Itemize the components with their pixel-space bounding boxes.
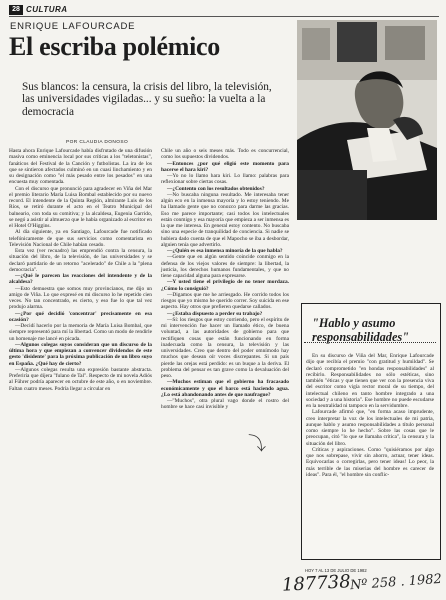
paragraph: Chile un año o seis meses más. Todo es concurrencial, como los supuestos dividendos. [161,148,289,161]
question: —¿Estaba dispuesto a perder su trabajo? [167,310,263,317]
paragraph: —Digamos que me he arriesgado. He corrido todos los riesgos que yo mismo he querido correr. Soy suicida en ese aspecto. Hay otros que prefieren quedarse callados. [161,291,289,311]
paragraph: —Esto demuestra que somos muy provincianos, me dijo un amigo de Viña. Lo que expresé en mi discurso lo he repetido cien veces. No tan concentrado, es cierto, y eso fue lo que tal vez produjo alarma. [9,285,152,311]
paragraph: En su discurso de Viña del Mar, Enrique Lafourcade dijo que recibía el premio "con gratitud y humildad". Se declaró comprometido "en hondas responsabilidades" al recibirlo. Responsabilidades no sólo estéticas, sino también "éticas y que tienen que ver con la presencia viva del escritor como vigía rector moral de su tiempo, del intelectual chileno en tanto hombre integrado a una sociedad y a una historia". Ese hombre no puede escudarse en la neutralidad ni tampoco en la servidumbre. [306,353,434,409]
question: —¿Por qué decidió 'concentrar' precisamente en esa ocasión? [9,310,152,323]
article-author-kicker: ENRIQUE LAFOURCADE [10,21,136,32]
article-title: El escriba polémico [9,32,220,61]
sidebar-heading: "Hablo y asumo responsabilidades" [312,316,410,344]
archive-stamp: Nº 258 . 1982 [349,571,443,594]
column-2 [161,148,289,411]
sidebar-divider [304,342,436,345]
question: —¿Contento con los resultados obtenidos? [167,185,265,192]
column-1 [9,148,152,392]
paragraph: —"Muchos", otra plural vago donde el rostro del hombre se hace casi invisible y [161,398,289,411]
question: —Y usted tiene el privilegio de no tener mordaza. ¿Cómo lo consiguió? [161,279,289,292]
paragraph: —Decidí hacerlo por la memoria de María Luisa Bombal, que siempre representó para mí la libertad. Como un modo de rendirle un homenaje me lancé en picada. [9,323,152,342]
header-rule [9,16,439,17]
paragraph: —Yo no lo llamo hara kiri. Lo llamo: palabras para reflexionar sobre ciertas cosas. [161,173,289,186]
question: —¿Quién es esa inmensa minoría de la que habla? [167,248,283,254]
paragraph: Esta vez (ver recuadro) las emprendió contra la censura, la situación del libro, de la televisión, de las universidades y se declaró partidario de un retorno "acelerado" de Chile a la "plena democracia". [9,248,152,273]
question: —¿Qué le parecen las reacciones del intendente y de la alcaldesa? [9,273,152,286]
paragraph: —Gente que en algún sentido coincide conmigo en la defensa de los viejos valores de siempre: la libertad, la justicia, los derechos humanos fundamentales, y que no tiene capacidad alguna para expresarse. [161,254,289,279]
paragraph: —Algunos colegas resulta una expresión bastante abstracta. Preferiría que dijera "fulano de Tal". Respecto de mi novela Adiós al Führer podría aparecer en octubre de este año, o en noviembre. Faltan cuatro meses. Podría llegar a circular en [9,366,152,392]
author-photo-illustration [297,20,437,220]
paragraph: —No buscaba ninguna resultado. Me interesaba tener algún eco en la inmensa mayoría y lo estoy teniendo. Me ha llamado gente que no conozco para darme las gracias. Eso me parece importante; casi todos los intelectuales están conmigo y esa mayoría que empieza a ser inmensa es la que me interesa. En general estoy contento. No buscaba sino una especie de tranquilidad de conciencia. Si nadie se hubiera dado cuenta de que el Mapocho se iba a desbordar, alguien tenía que advertirlo. [161,191,289,248]
paragraph: Críticas y aspiraciones. Como "quisiéramos por algo que nos sobrepase, vivir sin ahorro, actuar, tener ideas. Equivocarlas o corregirlas, pero tener ideas! Lo peor, la más terrible de las miserias del hombre es carecer de ideas". Para él, "el hombre sin conflic- [306,446,434,478]
paragraph: Con el discurso que pronunció para agradecer en Viña del Mar el premio literario María Luisa Bombal establecido por su nuevo record. El intendente de la Quinta Región, almirante Luis de los Ríos, se retiró durante el acto en el Teatro Municipal del balneario, con toda su comitiva; y la alcaldesa, Eugenia Garrido, se negó a asistir al almuerzo que le había organizado al escritor en el Hotel O'Higgins. [9,185,152,229]
handwritten-annotation: 187738 [281,571,352,596]
paragraph: Al día siguiente, ya en Santiago, Lafourcade fue notificado telefónicamente de que sus servicios como comentarista en Televisión Nacional de Chile habían cesado. [9,229,152,248]
sidebar-text [306,353,434,478]
paragraph: Hasta ahora Enrique Lafourcade había disfrutado de una difusión masiva como eminencia local por sus críticas a los "teletonistas", fanáticos del Festival de la Canción y futbolistas. La ira de los que se sintieron afectados culminó en un cuasi linchamiento y en su designación como "el más pesado entre los pesados" en una encuesta muy comentada. [9,148,152,186]
question: —Muchos estiman que el gobierno ha fracasado económicamente y que el barco está haciendo agua. ¿Lo está abandonando antes de que naufrague? [161,379,289,398]
author-photo [297,20,437,220]
section-label: CULTURA [26,5,68,14]
article-deck: Sus blancos: la censura, la crisis del libro, la televisión, las universidades vigiladas... y su sueño: la vuelta a la democracia [22,81,272,118]
hand-drawn-arrow-icon: ⤵ [248,434,266,455]
paragraph: —Sí: los riesgos que estoy corriendo, pero el espíritu de mi intervención fue hacer un llamado ético, de buena voluntad, a las autoridades de gobierno para que rectifiquen cosas que están funcionando en forma inadecuada como la censura, la televisión y las universidades. Creo que dentro del poder omnímodo hay muchos que desean oír voces discrepantes. Si un país pierde las orejas está perdido: es un buque a la deriva. El problema del pensar es tan grave como la devaluación del peso. [161,316,289,379]
byline: POR CLAUDIA DONOSO [66,140,129,145]
page-footer: HOY 7 AL 13 DE JULIO DE 1982 [305,568,367,573]
question: —Algunos colegas suyos consideran que un discurso de la última hora y que empiezan a convencer dividendos de este gesto 'disidente' para la próxima publicación de un libro suyo en España. ¿Qué hay de cierto? [9,341,152,367]
paragraph: Lafourcade afirmó que, "en forma acaso imprudente, creo interpretar la voz de los intelectuales de mi patria, aunque hablo y asumo responsabilidades a título personal como siempre lo he hecho". Sobre las cosas que le preocupan, citó "lo que se llamaba crítica", la censura y la situación del libro. [306,409,434,447]
page-number: 28 [9,5,23,15]
question: —Entonces ¿por qué eligió este momento para hacerse el hara kiri? [161,160,289,173]
